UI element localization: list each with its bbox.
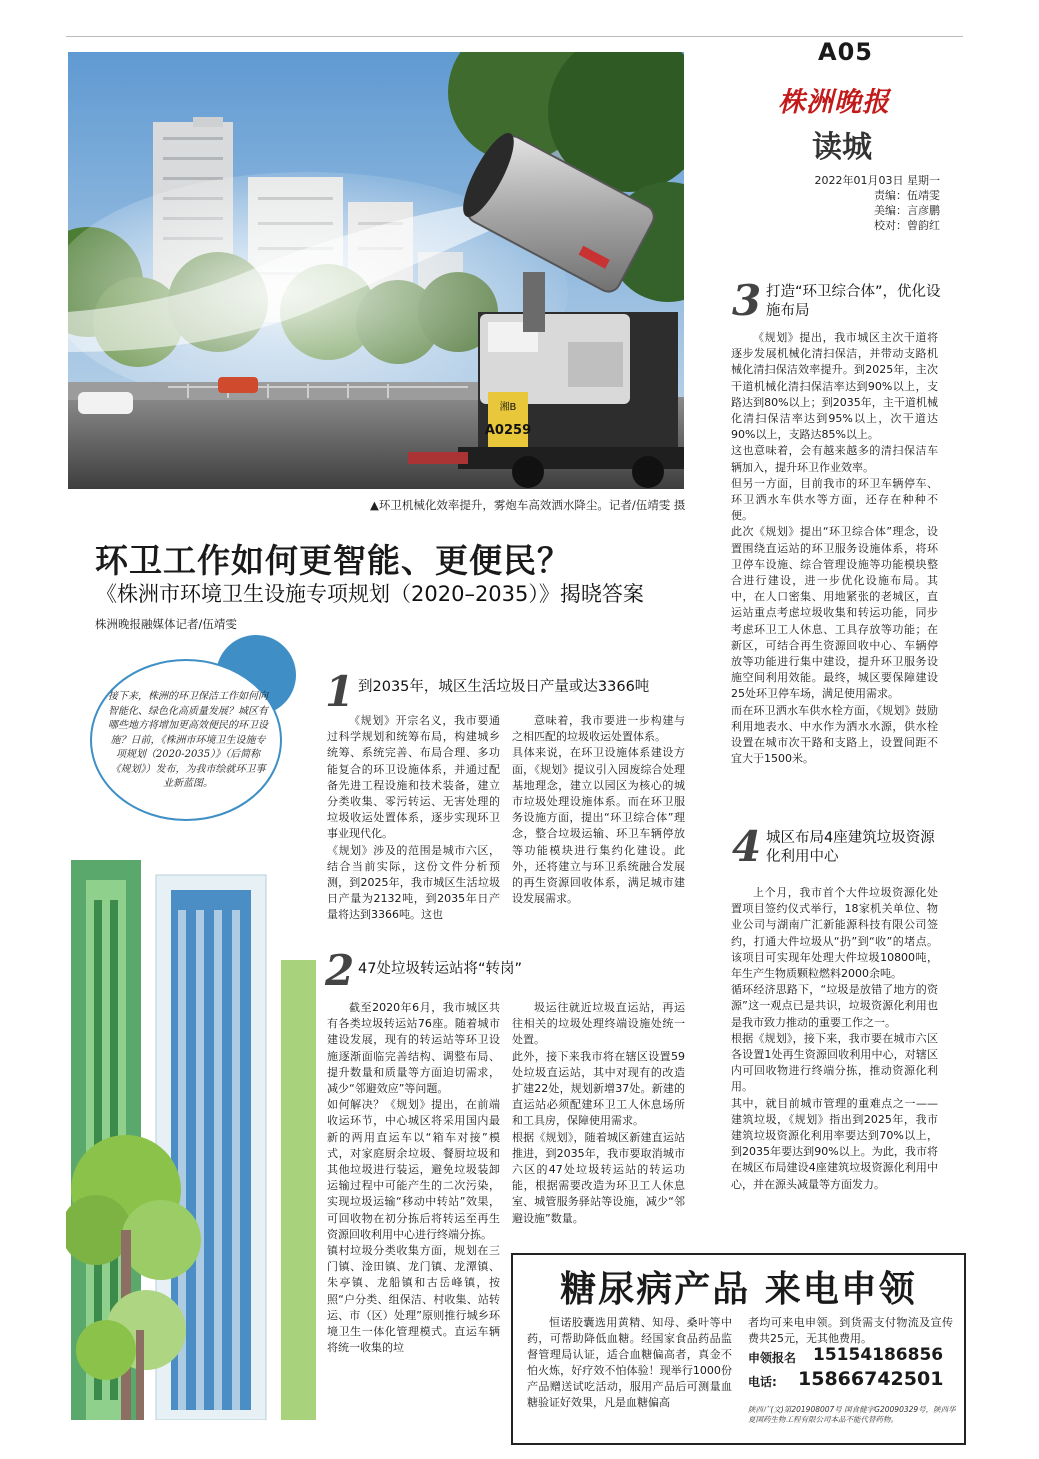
headline: 环卫工作如何更智能、更便民？ (95, 541, 571, 580)
mist-cannon-truck-illustration (68, 52, 684, 489)
section-3-number: 3 (732, 276, 762, 325)
subheadline: 《株洲市环境卫生设施专项规划（2020–2035）》揭晓答案 (96, 582, 644, 606)
edition-meta (770, 173, 940, 233)
issue-date: 2022年01月03日 星期一 (814, 174, 940, 187)
proofreader-credit: 校对：曾韵红 (874, 219, 940, 232)
section-3-column: 《规划》提出，我市城区主次干道将逐步发展机械化清扫保洁，并带动支路机械化清扫保洁效率提升。到2025年，主次干道机械化清扫保洁率达到90%以上，支路达到80%以上；到2035年，主干道机械化清扫保洁率达到95%以上，次干道达90%以上，支路达85%以上。 这也意味着，会有越来越多的清扫保洁车辆加入，提升环卫作业效率。 但另一方面，目前我市的环卫车辆停车、环卫洒水车供水等方面，还存在种种不便。 此次《规划》提出“环卫综合体”理念，设置围绕直运站的环卫服务设施体系，将环卫停车设施、综合管理设施等功能模块整合进行建设，进一步优化设施布局。其中，在人口密集、用地紧张的老城区，直运站重点考虑垃圾收集和转运功能，同步考虑环卫工人休息、工具存放等功能；在新区，可结合再生资源回收中心、车辆停放等功能进行集中建设，提升环卫服务设施空间利用效能。最终，城区要保障建设25处环卫停车场，满足使用需求。 而在环卫洒水车供水栓方面，《规划》鼓励利用地表水、中水作为洒水水源，供水栓设置在城市次干路和支路上，设置间距不宜大于1500米。 (731, 331, 938, 766)
section-1-column-a: 《规划》开宗名义，我市要通过科学规划和统筹布局，构建城乡统筹、系统完善、布局合理、多功能复合的环卫设施体系，并通过配备先进工程设施和技术装备，建立分类收集、零污转运、无害处理的垃圾收运处置体系，逐步实现环卫事业现代化。 《规划》涉及的范围是城市六区，结合当前实际，这份文件分析预测，到2025年，我市城区生活垃圾日产量为2132吨，到2035年日产量将达到3366吨。这也 (327, 714, 500, 922)
plate-number: A0259 (484, 423, 532, 438)
ad-body-right: 者均可来电申领。到货需支付物流及宣传费共25元，无其他费用。 (748, 1316, 953, 1345)
ad-phone2[interactable]: 15866742501 (798, 1368, 944, 1390)
section-3-title: 打造“环卫综合体”，优化设施布局 (766, 284, 941, 319)
ad-phone2-label: 电话: (748, 1375, 777, 1389)
ad-fine-print: 陕西广(文)第201908007号 国食健字G20090329号，陕西华夏国药生物工程有限公司本品不能代替药物。 (748, 1405, 956, 1424)
ad-phone1-label: 申领报名 (748, 1351, 797, 1365)
section-2-title: 47处垃圾转运站将“转岗” (358, 961, 522, 977)
section-1-title: 到2035年，城区生活垃圾日产量或达3366吨 (358, 679, 650, 695)
masthead-logo: 株洲晚报 (778, 87, 890, 118)
ad-body-left: 恒诺胶囊选用黄精、知母、桑叶等中药，可帮助降低血糖。经国家食品药品监督管理局认证，适合血糖偏高者，真金不怕火炼，好疗效不怕体验！现举行1000份产品赠送试吃活动，服用产品后可测量血糖验证好效果，凡是血糖偏高 (527, 1316, 732, 1409)
section-2-number: 2 (325, 946, 355, 995)
page-number: A05 (818, 38, 873, 66)
editor-credit: 责编：伍靖雯 (874, 189, 940, 202)
section-2-column-b: 圾运往就近垃圾直运站，再运往相关的垃圾处理终端设施处统一处置。 此外，接下来我市将在辖区设置59处垃圾直运站，其中对现有的改造扩建22处，规划新增37处。新建的直运站必须配建环卫工人休息场所和工具房，保障使用需求。 根据《规划》，随着城区新建直运站推进，到2035年，我市要取消城市六区的47处垃圾转运站的转运功能，根据需要改造为环卫工人休息室、城管服务驿站等设施，减少“邻避设施”数量。 (512, 1001, 685, 1225)
byline: 株洲晚报融媒体记者/伍靖雯 (95, 617, 237, 631)
designer-credit: 美编：言彦鹏 (874, 204, 940, 217)
advertisement-box (511, 1253, 966, 1445)
section-4-number: 4 (732, 822, 762, 871)
section-name: 读城 (812, 130, 872, 165)
ad-title: 糖尿病产品 来电申领 (560, 1269, 917, 1310)
top-rule (66, 36, 963, 37)
section-2-column-a: 截至2020年6月，我市城区共有各类垃圾转运站76座。随着城市建设发展，现有的转运站等环卫设施逐渐面临完善结构、调整布局、提升数量和质量等方面迫切需求，减少“邻避效应”等问题。 如何解决？《规划》提出，在前端收运环节，中心城区将采用国内最新的两用直运车以“箱车对接”模式，对家庭厨余垃圾、餐厨垃圾和其他垃圾进行装运，避免垃圾装卸运输过程中可能产生的二次污染，实现垃圾运输“移动中转站”效果，可回收物在初分拣后将转运至再生资源回收利用中心进行终端分拣。 镇村垃圾分类收集方面，规划在三门镇、淦田镇、龙门镇、龙潭镇、朱亭镇、龙船镇和古岳峰镇，按照“户分类、组保洁、村收集、站转运、市（区）处理”原则推行城乡环境卫生一体化管理模式。直运车辆将统一收集的垃 (327, 1001, 500, 1355)
intro-blurb: 接下来，株洲的环卫保洁工作如何向智能化、绿色化高质量发展？城区有哪些地方将增加更高效便民的环卫设施？日前，《株洲市环境卫生设施专项规划（2020-2035）》（后简称《规划》）发布，为我市绘就环卫事业新蓝图。 (108, 691, 268, 789)
section-4-column: 上个月，我市首个大件垃圾资源化处置项目签约仪式举行，18家机关单位、物业公司与湖南广汇新能源科技有限公司签约，打通大件垃圾从“扔”到“收”的堵点。该项目可实现年处理大件垃圾10800吨，年生产生物质颗粒燃料2000余吨。 循环经济思路下，“垃圾是放错了地方的资源”这一观点已是共识，垃圾资源化利用也是我市致力推动的重要工作之一。 根据《规划》，接下来，我市要在城市六区各设置1处再生资源回收利用中心，对辖区内可回收物进行终端分拣，推动资源化利用。 其中，就目前城市管理的重难点之一——建筑垃圾，《规划》指出到2025年，我市建筑垃圾资源化利用率要达到70%以上，到2035年要达到90%以上。为此，我市将在城区布局建设4座建筑垃圾资源化利用中心，并在源头减量等方面发力。 (731, 886, 938, 1191)
photo-caption: ▲环卫机械化效率提升，雾炮车高效洒水降尘。记者/伍靖雯 摄 (370, 498, 686, 512)
section-4-title: 城区布局4座建筑垃圾资源化利用中心 (766, 830, 935, 865)
lead-photo (68, 52, 684, 489)
section-1-column-b: 意味着，我市要进一步构建与之相匹配的垃圾收运处置体系。 具体来说，在环卫设施体系建设方面，《规划》提议引入园废综合处理基地理念，建立以园区为核心的城市垃圾处理设施体系。而在环卫服务设施方面，提出“环卫综合体”理念，整合垃圾运输、环卫车辆停放等功能模块进行集约化建设。此外，还将建立与环卫系统融合发展的再生资源回收体系，满足城市建设发展需求。 (512, 714, 685, 906)
ad-phone1[interactable]: 15154186856 (813, 1345, 944, 1365)
license-plate (488, 392, 528, 447)
section-1-number: 1 (325, 667, 355, 716)
plate-region: 湘B (499, 402, 517, 413)
